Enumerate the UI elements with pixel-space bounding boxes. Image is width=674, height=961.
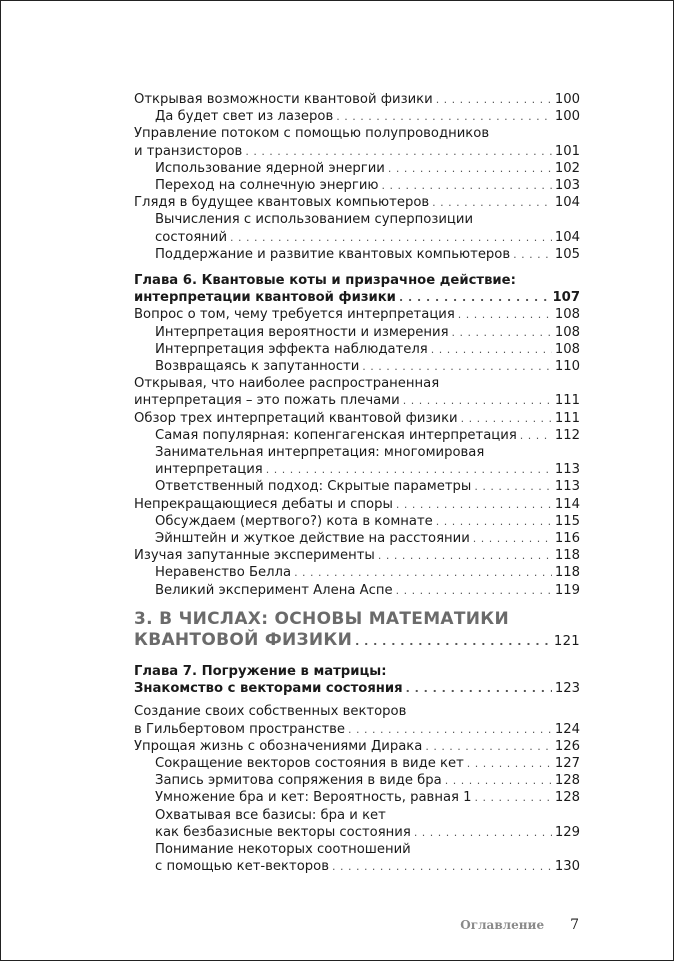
toc-entry-continued: Открывая, что наиболее распространенная xyxy=(134,376,440,392)
toc-entry-title: Интерпретация эффекта наблюдателя xyxy=(155,341,428,357)
toc-entry-page: 102 xyxy=(554,160,580,176)
toc-entry-page: 114 xyxy=(554,496,580,512)
toc-entry xyxy=(134,410,580,427)
toc-entry xyxy=(134,772,580,789)
toc-entry-title: Возвращаясь к запутанности xyxy=(155,359,360,375)
toc-entry-page: 126 xyxy=(554,738,580,754)
toc-entry-page: 100 xyxy=(554,92,580,107)
toc-entry xyxy=(134,246,580,263)
part-heading: 3. В ЧИСЛАХ: ОСНОВЫ МАТЕМАТИКИ xyxy=(134,608,510,629)
toc-entry-page: 127 xyxy=(554,755,580,771)
toc-entry xyxy=(134,91,580,108)
toc-entry-page: 113 xyxy=(554,462,580,478)
toc-entry-page: 104 xyxy=(554,229,580,245)
toc-entry-title: интерпретации квантовой физики xyxy=(134,290,396,306)
toc-entry-page: 100 xyxy=(554,109,580,125)
toc-entry xyxy=(134,143,580,160)
toc-entry xyxy=(134,789,580,806)
page-footer xyxy=(460,917,579,933)
toc-entry xyxy=(134,229,580,246)
toc-entry-continued: Понимание некоторых соотношений xyxy=(155,841,411,857)
toc-entry-page: 129 xyxy=(554,824,580,840)
toc-entry-page: 111 xyxy=(554,393,580,409)
toc-entry-title: Сокращение векторов состояния в виде кет xyxy=(155,755,464,771)
toc-entry xyxy=(134,755,580,772)
toc-entry-continued: Занимательная интерпретация: многомировая xyxy=(155,445,485,461)
toc-entry-title: Использование ядерной энергии xyxy=(155,160,385,176)
toc-entry-title: Переход на солнечную энергию xyxy=(155,178,379,194)
toc-entry xyxy=(134,738,580,755)
toc-entry-page: 124 xyxy=(554,721,580,737)
toc-entry-continued: Вычисления с использованием суперпозиции xyxy=(155,212,474,228)
toc-entry xyxy=(134,108,580,125)
toc-entry-title: Запись эрмитова сопряжения в виде бра xyxy=(155,773,442,789)
toc-entry-title: состояний xyxy=(155,229,228,245)
running-title: Оглавление xyxy=(460,918,545,932)
toc-entry xyxy=(134,427,580,444)
toc-entry xyxy=(134,341,580,358)
part-entry xyxy=(134,630,580,652)
toc-entry-title: Великий эксперимент Алена Аспе xyxy=(155,582,393,598)
toc-entry xyxy=(134,177,580,194)
toc-entry-title: в Гильбертовом пространстве xyxy=(134,721,346,737)
toc-entry-page: 110 xyxy=(554,359,580,375)
toc-entry-page: 107 xyxy=(552,290,580,306)
toc-entry-title: Поддержание и развитие квантовых компьютеров xyxy=(155,246,511,262)
toc-entry-title: Открывая возможности квантовой физики xyxy=(134,92,433,107)
toc-entry-continued: Создание своих собственных векторов xyxy=(134,704,407,720)
toc-entry xyxy=(134,324,580,341)
toc-entry-page: 108 xyxy=(554,307,580,323)
toc-entry-page: 113 xyxy=(554,479,580,495)
chapter-heading: Глава 6. Квантовые коты и призрачное действие: xyxy=(134,273,516,289)
toc-entry xyxy=(134,358,580,375)
toc-entry-title: Вопрос о том, чему требуется интерпретация xyxy=(134,307,455,323)
toc-entry-title: Эйнштейн и жуткое действие на расстоянии xyxy=(155,531,470,547)
toc-entry-title: Ответственный подход: Скрытые параметры xyxy=(155,479,472,495)
toc-entry-page: 121 xyxy=(553,633,580,649)
toc-entry-page: 116 xyxy=(554,531,580,547)
toc-entry xyxy=(134,160,580,177)
toc-entry-page: 128 xyxy=(554,790,580,806)
toc-entry xyxy=(134,194,580,211)
page-number: 7 xyxy=(570,917,579,933)
toc-entry-title: Да будет свет из лазеров xyxy=(155,109,334,125)
toc-entry-title: с помощью кет-векторов xyxy=(155,859,329,875)
toc-entry xyxy=(134,582,580,599)
toc-entry xyxy=(134,564,580,581)
toc-entry-page: 103 xyxy=(554,178,580,194)
toc-entry xyxy=(134,461,580,478)
toc-entry xyxy=(134,530,580,547)
toc-entry-page: 118 xyxy=(554,565,580,581)
toc-entry-continued: Охватывая все базисы: бра и кет xyxy=(155,807,386,823)
toc-entry-title: Упрощая жизнь с обозначениями Дирака xyxy=(134,738,423,754)
toc-entry-title: и транзисторов xyxy=(134,143,243,159)
toc-entry-title: КВАНТОВОЙ ФИЗИКИ xyxy=(134,629,353,650)
toc-entry-title: Интерпретация вероятности и измерения xyxy=(155,324,449,340)
toc-entry-title: Глядя в будущее квантовых компьютеров xyxy=(134,195,430,211)
toc-entry xyxy=(134,478,580,495)
toc-entry-title: Непрекращающиеся дебаты и споры xyxy=(134,496,393,512)
toc-entry-title: Обзор трех интерпретаций квантовой физики xyxy=(134,410,458,426)
toc-entry-page: 115 xyxy=(554,513,580,529)
toc-entry xyxy=(134,721,580,738)
toc-entry-title: Неравенство Белла xyxy=(155,565,292,581)
toc-entry-title: Изучая запутанные эксперименты xyxy=(134,548,375,564)
toc-entry-page: 104 xyxy=(554,195,580,211)
toc-entry-title: Умножение бра и кет: Вероятность, равная 1 xyxy=(155,790,472,806)
toc-entry xyxy=(134,306,580,323)
table-of-contents xyxy=(134,91,580,875)
toc-entry xyxy=(134,547,580,564)
toc-entry xyxy=(134,858,580,875)
toc-entry-page: 105 xyxy=(554,246,580,262)
toc-entry-title: интерпретация – это пожать плечами xyxy=(134,393,400,409)
toc-entry-title: интерпретация xyxy=(155,462,263,478)
toc-entry xyxy=(134,513,580,530)
chapter-heading: Глава 7. Погружение в матрицы: xyxy=(134,663,387,679)
toc-entry-page: 118 xyxy=(554,548,580,564)
toc-entry xyxy=(134,824,580,841)
chapter-entry xyxy=(134,289,580,306)
toc-entry-page: 128 xyxy=(554,773,580,789)
toc-entry-title: как безбазисные векторы состояния xyxy=(155,824,411,840)
toc-entry-page: 108 xyxy=(554,341,580,357)
toc-entry-page: 119 xyxy=(554,582,580,598)
toc-entry-title: Знакомство с векторами состояния xyxy=(134,681,403,697)
toc-entry-page: 112 xyxy=(554,427,580,443)
toc-entry-page: 108 xyxy=(554,324,580,340)
toc-entry-page: 111 xyxy=(554,410,580,426)
toc-entry-title: Обсуждаем (мертвого?) кота в комнате xyxy=(155,513,433,529)
toc-entry-title: Самая популярная: копенгагенская интерпретация xyxy=(155,427,517,443)
chapter-entry xyxy=(134,680,580,697)
toc-entry-continued: Управление потоком с помощью полупроводников xyxy=(134,126,490,142)
toc-entry-page: 130 xyxy=(554,859,580,875)
toc-entry xyxy=(134,392,580,409)
toc-entry xyxy=(134,496,580,513)
toc-entry-page: 101 xyxy=(554,143,580,159)
toc-entry-page: 123 xyxy=(554,681,580,697)
